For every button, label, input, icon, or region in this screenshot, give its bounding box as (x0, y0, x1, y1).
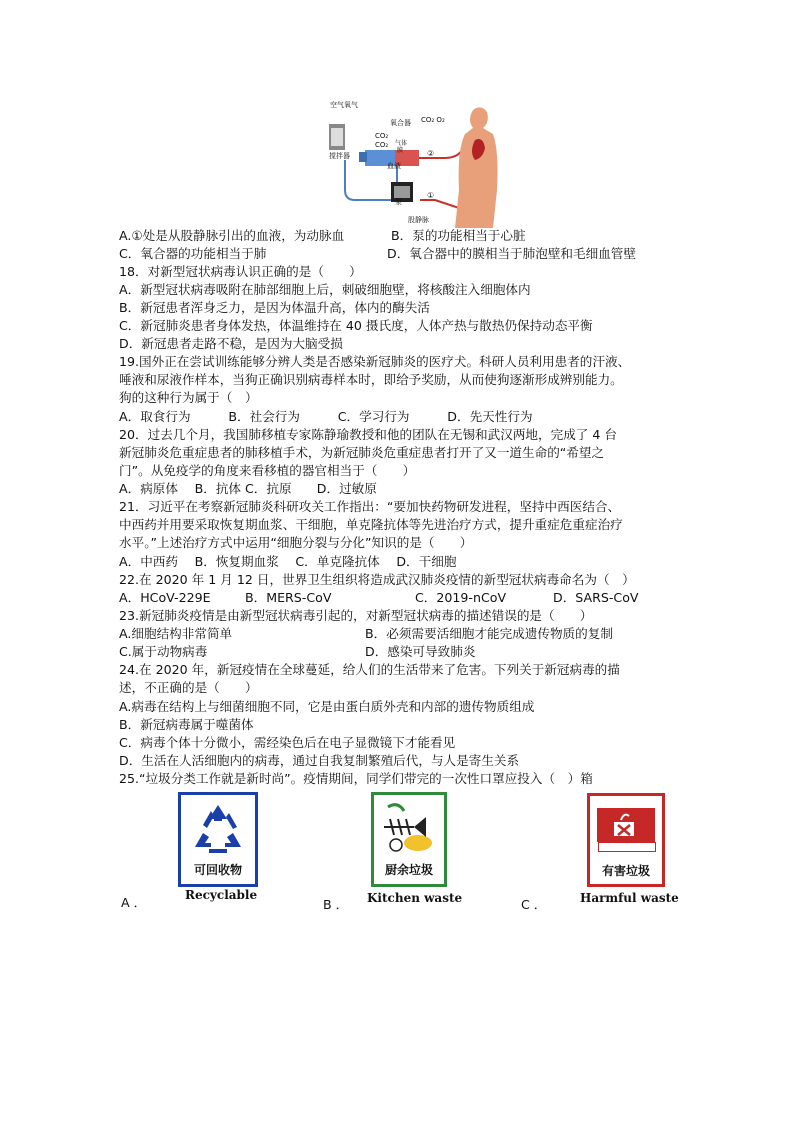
q21-stem-line3: 水平。”上述治疗方式中运用“细胞分裂与分化”知识的是（ ） (119, 535, 473, 550)
label-co2-a: CO₂ (375, 132, 389, 140)
q23-option-b: B．必须需要活细胞才能完成遗传物质的复制 (365, 626, 613, 641)
q19-stem-line3: 狗的这种行为属于（ ） (119, 390, 258, 405)
bin-recyclable (178, 792, 258, 887)
bin-harmful-waste (587, 793, 665, 887)
recycle-icon (181, 797, 255, 859)
option-letter-a: A ． (121, 895, 147, 910)
label-pump: 泵 (395, 198, 402, 206)
option-letter-b: B ． (323, 897, 349, 912)
q19-stem-line2: 唾液和尿液作样本，当狗正确识别病毒样本时，即给予奖励，从而使狗逐渐形成辨别能力。 (119, 372, 623, 387)
label-oxygen: 氧气 (344, 101, 358, 109)
q18-option-c: C．新冠肺炎患者身体发热，体温维持在 40 摄氏度，人体产热与散热仍保持动态平衡 (119, 318, 593, 333)
human-torso-icon (455, 107, 498, 228)
q20-options: A．病原体 B．抗体 C．抗原 D．过敏原 (119, 481, 377, 496)
hazard-icon (609, 810, 639, 840)
q17-option-b: B．泵的功能相当于心脏 (391, 228, 526, 243)
q24-stem-line2: 述，不正确的是（ ） (119, 680, 258, 695)
q18-option-a: A．新型冠状病毒吸附在肺部细胞上后，刺破细胞壁，将核酸注入细胞体内 (119, 282, 531, 297)
q21-stem-line2: 中西药并用要采取恢复期血浆、干细胞，单克隆抗体等先进治疗方式，提升重症危重症治疗 (119, 517, 623, 532)
label-blood: 血液 (387, 162, 401, 170)
q23-stem: 23.新冠肺炎疫情是由新型冠状病毒引起的，对新型冠状病毒的描述错误的是（ ） (119, 608, 593, 623)
q21-stem-line1: 21．习近平在考察新冠肺炎科研攻关工作指出：“要加快药物研发进程，坚持中西医结合、 (119, 499, 621, 514)
q24-option-d: D．生活在人活细胞内的病毒，通过自我复制繁殖后代，与人是寄生关系 (119, 753, 520, 768)
q23-option-a: A.细胞结构非常简单 (119, 626, 233, 641)
q18-stem: 18．对新型冠状病毒认识正确的是（ ） (119, 264, 362, 279)
recyclable-sign (178, 792, 258, 887)
q19-options: A．取食行为 B．社会行为 C．学习行为 D．先天性行为 (119, 409, 533, 424)
label-co2-o2: CO₂ O₂ (421, 116, 445, 124)
kitchen-waste-label: 厨余垃圾 (384, 863, 433, 877)
q19-stem-line1: 19.国外正在尝试训练能够分辨人类是否感染新冠肺炎的医疗犬。科研人员利用患者的汗液、 (119, 354, 631, 369)
kitchen-waste-sign (371, 792, 447, 887)
label-air: 空气 (330, 101, 344, 109)
q24-option-c: C．病毒个体十分微小，需经染色后在电子显微镜下才能看见 (119, 735, 456, 750)
q17-option-c: C．氧合器的功能相当于肺 (119, 246, 267, 261)
q17-option-a: A.①处是从股静脉引出的血液，为动脉血 (119, 228, 345, 243)
marker-1: ① (427, 191, 435, 200)
harmful-waste-sign (587, 793, 665, 887)
q21-options: A．中西药 B．恢复期血浆 C．单克隆抗体 D．干细胞 (119, 554, 457, 569)
label-femoral-vein: 股静脉 (408, 216, 429, 224)
q22-option-d: D．SARS-CoV (553, 590, 639, 605)
recyclable-label: 可回收物 (193, 863, 242, 877)
q24-option-a: A.病毒在结构上与细菌细胞不同，它是由蛋白质外壳和内部的遗传物质组成 (119, 699, 535, 714)
q22-option-a: A．HCoV-229E (119, 590, 211, 605)
q22-stem: 22.在 2020 年 1 月 12 日，世界卫生组织将造成武汉肺炎疫情的新型冠状病毒命名为（ ） (119, 572, 635, 587)
harmful-waste-caption: Harmful waste (580, 891, 679, 905)
label-membrane: 膜 (397, 147, 404, 154)
q22-option-c: C．2019-nCoV (415, 590, 507, 605)
q20-stem-line3: 门”。从免疫学的角度来看移植的器官相当于（ ） (119, 463, 416, 478)
q22-option-b: B．MERS-CoV (245, 590, 332, 605)
q18-option-d: D．新冠患者走路不稳，是因为大脑受损 (119, 336, 343, 351)
ecmo-diagram (325, 100, 500, 228)
kitchen-waste-caption: Kitchen waste (367, 891, 463, 905)
q25-stem: 25.“垃圾分类工作就是新时尚”。疫情期间，同学们带完的一次性口罩应投入（ ）箱 (119, 771, 593, 786)
q20-stem-line1: 20．过去几个月，我国肺移植专家陈静瑜教授和他的团队在无锡和武汉两地，完成了 4 台 (119, 427, 618, 442)
fishbone-icon (374, 797, 444, 859)
q18-option-b: B．新冠患者浑身乏力，是因为体温升高，体内的酶失活 (119, 300, 430, 315)
q23-option-d: D．感染可导致肺炎 (365, 644, 476, 659)
harmful-waste-label: 有害垃圾 (601, 864, 650, 878)
bin-kitchen-waste (371, 792, 447, 887)
marker-2: ② (427, 149, 435, 158)
q24-option-b: B．新冠病毒属于噬菌体 (119, 717, 254, 732)
option-letter-c: C ． (521, 897, 547, 912)
label-stirrer: 搅拌器 (329, 152, 350, 160)
label-gas: 气体 (395, 140, 408, 147)
q20-stem-line2: 新冠肺炎危重症患者的肺移植手术，为新冠肺炎危重症患者打开了又一道生命的“希望之 (119, 445, 605, 460)
q23-option-c: C.属于动物病毒 (119, 644, 208, 659)
label-co2-b: CO₂ (375, 141, 389, 149)
q24-stem-line1: 24.在 2020 年，新冠疫情在全球蔓延，给人们的生活带来了危害。下列关于新冠病毒的描 (119, 662, 620, 677)
recyclable-caption: Recyclable (185, 888, 258, 902)
q17-option-d: D．氧合器中的膜相当于肺泡壁和毛细血管壁 (387, 246, 636, 261)
label-oxygenator: 氧合器 (390, 119, 411, 127)
